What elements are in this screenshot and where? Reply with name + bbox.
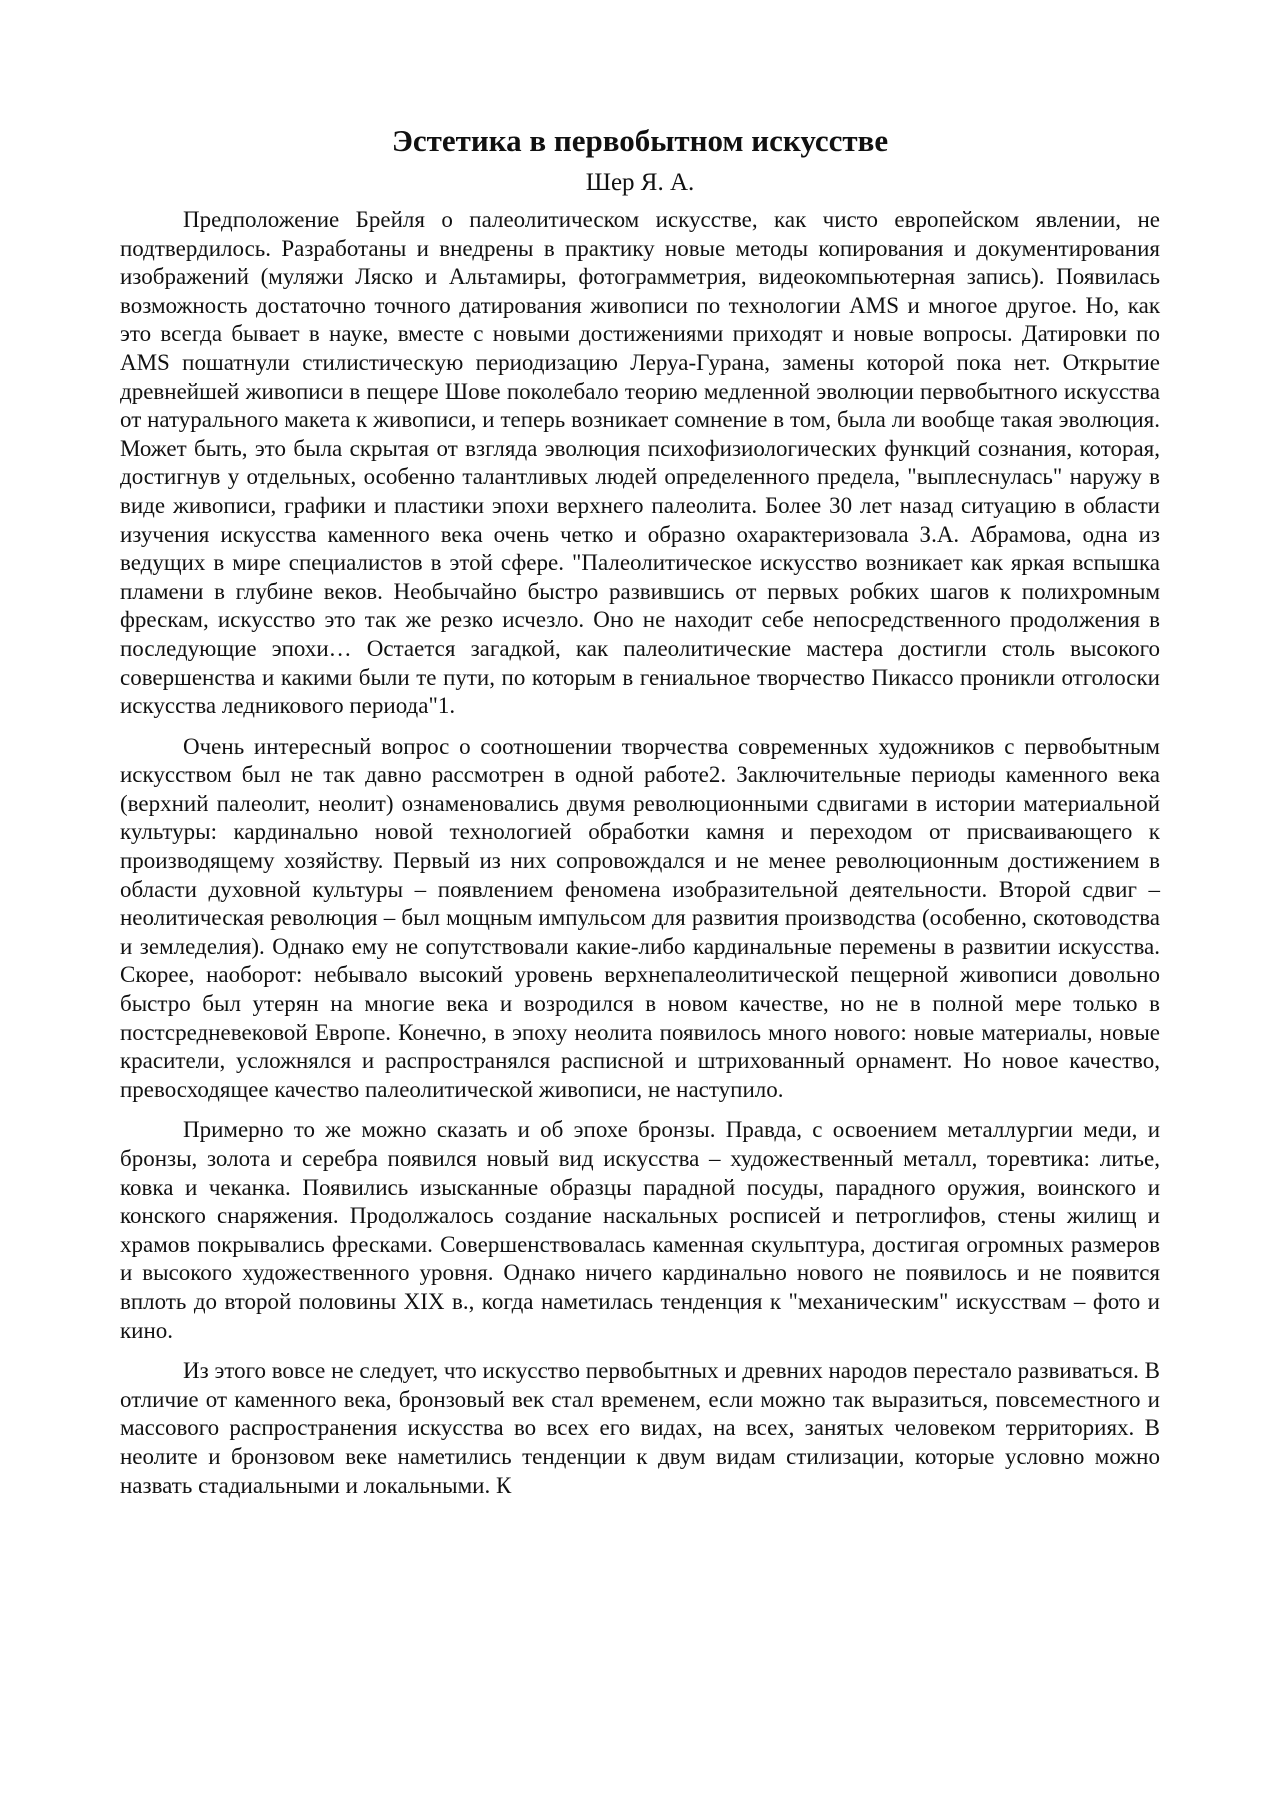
- paragraph-3: Примерно то же можно сказать и об эпохе бронзы. Правда, с освоением металлургии меди, и бронзы, золота и серебра появился новый вид искусства – художественный металл, торевтика: литье, ковка и чеканка. Появились изысканные образцы парадной посуды, парадного оружия, воинского и конского снаряжения. Продолжалось создание наскальных росписей и петроглифов, стены жилищ и храмов покрывались фресками. Совершенствовалась каменная скульптура, достигая огромных размеров и высокого художественного уровня. Однако ничего кардинально нового не появилось и не появится вплоть до второй половины XIX в., когда наметилась тенденция к "механическим" искусствам – фото и кино.: [120, 1117, 1160, 1343]
- paragraph-1: Предположение Брейля о палеолитическом искусстве, как чисто европейском явлении, не подтвердилось. Разработаны и внедрены в практику новые методы копирования и документирования изображений (муляжи Ляско и Альтамиры, фотограмметрия, видеокомпьютерная запись). Появилась возможность достаточно точного датирования живописи по технологии AMS и многое другое. Но, как это всегда бывает в науке, вместе с новыми достижениями приходят и новые вопросы. Датировки по AMS пошатнули стилистическую периодизацию Леруа-Гурана, замены которой пока нет. Открытие древнейшей живописи в пещере Шове поколебало теорию медленной эволюции первобытного искусства от натурального макета к живописи, и теперь возникает сомнение в том, была ли вообще такая эволюция. Может быть, это была скрытая от взгляда эволюция психофизиологических функций сознания, которая, достигнув у отдельных, особенно талантливых людей определенного предела, "выплеснулась" наружу в виде живописи, графики и пластики эпохи верхнего палеолита. Более 30 лет назад ситуацию в области изучения искусства каменного века очень четко и образно охарактеризовала З.А. Абрамова, одна из ведущих в мире специалистов в этой сфере. "Палеолитическое искусство возникает как яркая вспышка пламени в глубине веков. Необычайно быстро развившись от первых робких шагов к полихромным фрескам, искусство это так же резко исчезло. Оно не находит себе непосредственного продолжения в последующие эпохи… Остается загадкой, как палеолитические мастера достигли столь высокого совершенства и какими были те пути, по которым в гениальное творчество Пикассо проникли отголоски искусства ледникового периода"1.: [120, 207, 1160, 719]
- paragraph-2: Очень интересный вопрос о соотношении творчества современных художников с первобытным искусством был не так давно рассмотрен в одной работе2. Заключительные периоды каменного века (верхний палеолит, неолит) ознаменовались двумя революционными сдвигами в истории материальной культуры: кардинально новой технологией обработки камня и переходом от присваивающего к производящему хозяйству. Первый из них сопровождался и не менее революционным достижением в области духовной культуры – появлением феномена изобразительной деятельности. Второй сдвиг – неолитическая революция – был мощным импульсом для развития производства (особенно, скотоводства и земледелия). Однако ему не сопутствовали какие-либо кардинальные перемены в развитии искусства. Скорее, наоборот: небывало высокий уровень верхнепалеолитической пещерной живописи довольно быстро был утерян на многие века и возродился в новом качестве, но не в полной мере только в постсредневековой Европе. Конечно, в эпоху неолита появилось много нового: новые материалы, новые красители, усложнялся и распространялся расписной и штрихованный орнамент. Но новое качество, превосходящее качество палеолитической живописи, не наступило.: [120, 733, 1160, 1102]
- paragraph-4: Из этого вовсе не следует, что искусство первобытных и древних народов перестало развиваться. В отличие от каменного века, бронзовый век стал временем, если можно так выразиться, повсеместного и массового распространения искусства во всех его видах, на всех, занятых человеком территориях. В неолите и бронзовом веке наметились тенденции к двум видам стилизации, которые условно можно назвать стадиальными и локальными. К: [120, 1358, 1160, 1498]
- document-author: Шер Я. А.: [585, 169, 695, 196]
- document-body: [120, 120, 1160, 1512]
- document-title: Эстетика в первобытном искусстве: [391, 123, 889, 158]
